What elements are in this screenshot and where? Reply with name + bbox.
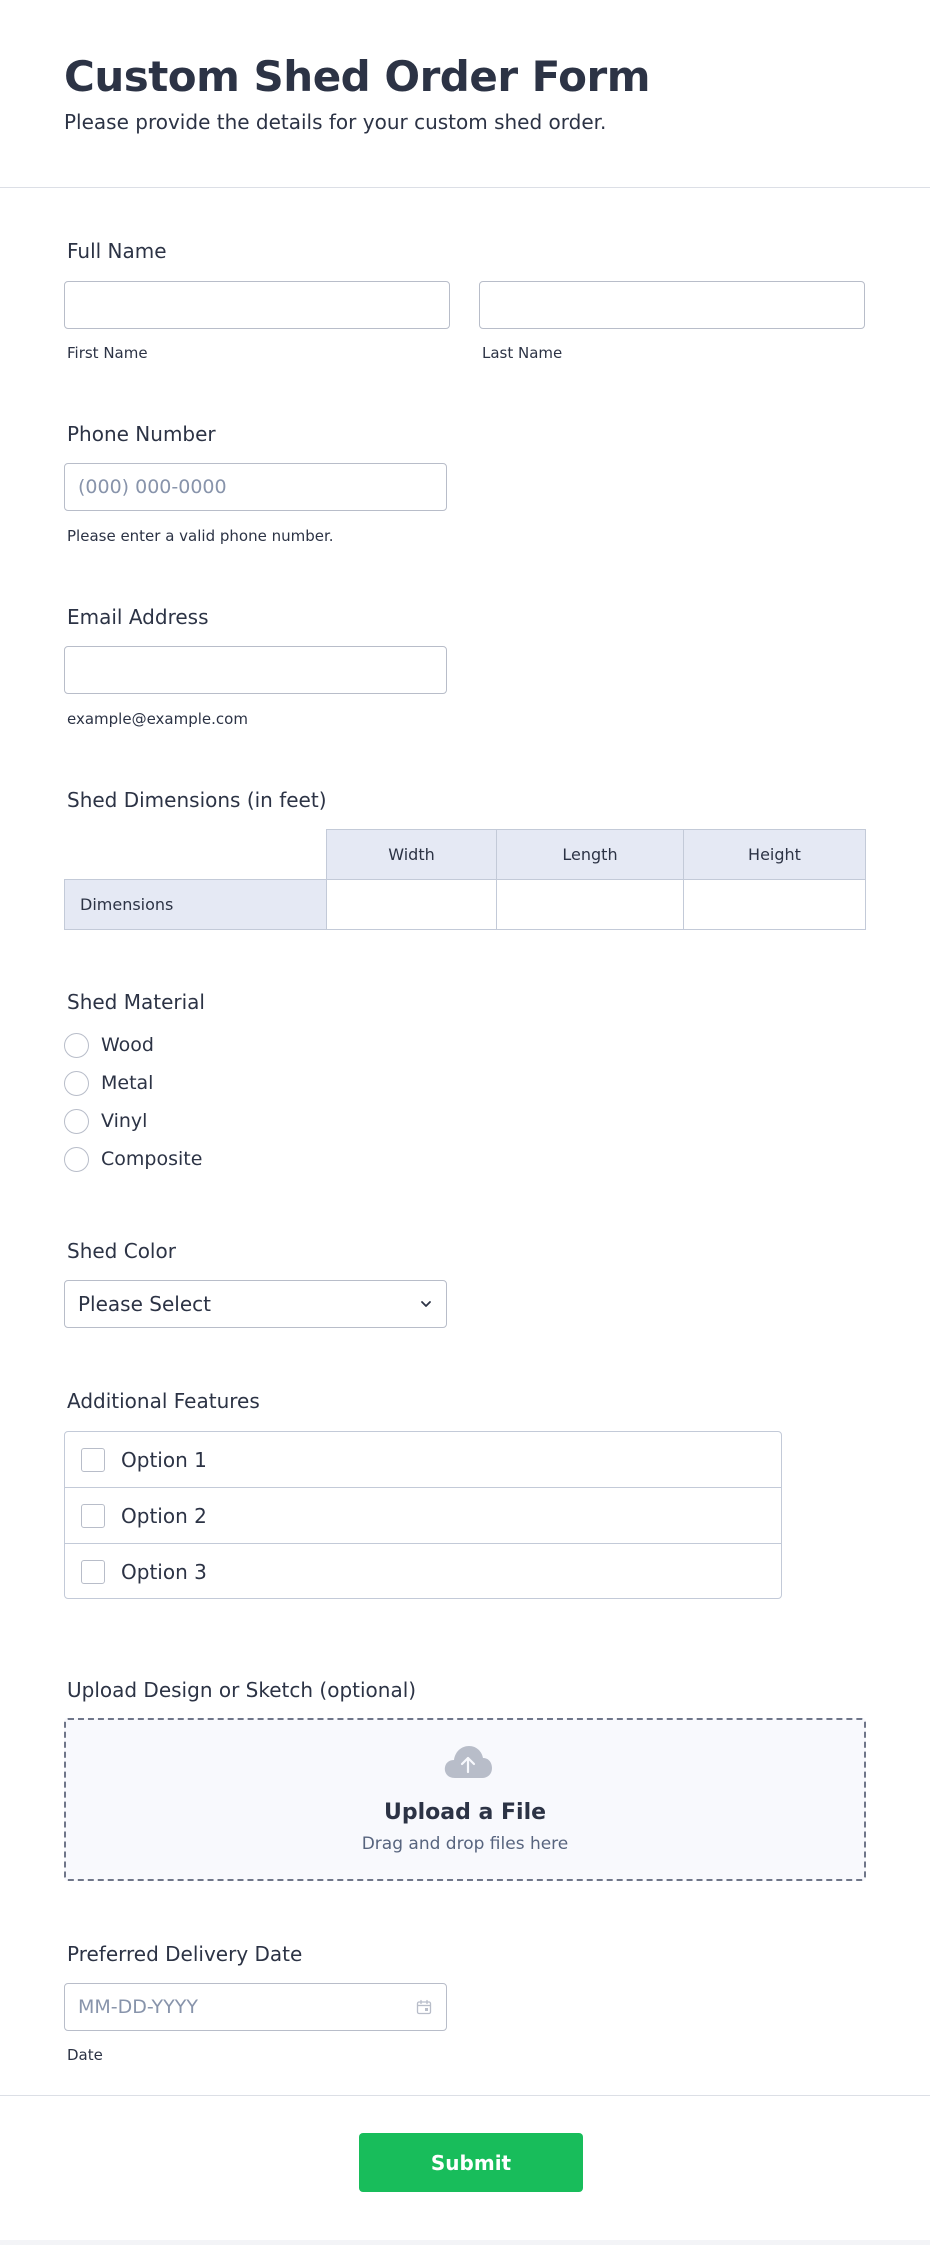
length-input[interactable] <box>496 879 684 930</box>
radio-option-composite[interactable] <box>64 1146 202 1172</box>
first-name-sublabel: First Name <box>67 344 148 362</box>
checkbox-label: Option 1 <box>121 1448 207 1472</box>
radio-label: Metal <box>101 1072 154 1094</box>
radio-button[interactable] <box>64 1147 89 1172</box>
phone-input[interactable] <box>64 463 447 511</box>
matrix-header-length: Length <box>496 829 684 880</box>
upload-title: Upload a File <box>383 1800 547 1825</box>
radio-label: Wood <box>101 1034 154 1056</box>
last-name-sublabel: Last Name <box>482 344 563 362</box>
dimensions-matrix <box>64 829 866 930</box>
page-subtitle: Please provide the details for your custom shed order. <box>64 110 607 134</box>
radio-label: Composite <box>101 1148 203 1170</box>
form-header <box>0 0 930 188</box>
phone-label: Phone Number <box>67 422 216 446</box>
checkbox[interactable] <box>81 1504 105 1528</box>
delivery-date-input[interactable] <box>64 1983 447 2031</box>
first-name-input[interactable] <box>64 281 450 329</box>
checkbox[interactable] <box>81 1448 105 1472</box>
checkbox-option-2[interactable] <box>65 1487 781 1543</box>
cloud-upload-icon <box>443 1744 493 1780</box>
color-label: Shed Color <box>67 1239 176 1263</box>
upload-subtitle: Drag and drop files here <box>361 1834 569 1854</box>
checkbox-label: Option 3 <box>121 1559 207 1584</box>
checkbox-option-3[interactable] <box>65 1543 781 1599</box>
radio-button[interactable] <box>64 1033 89 1058</box>
submit-button[interactable]: Submit <box>359 2133 583 2192</box>
full-name-label: Full Name <box>67 239 167 263</box>
radio-option-wood[interactable] <box>64 1032 154 1058</box>
matrix-header-width: Width <box>326 829 497 880</box>
email-label: Email Address <box>67 605 209 629</box>
radio-label: Vinyl <box>101 1110 148 1132</box>
checkbox-option-1[interactable] <box>65 1432 781 1488</box>
features-label: Additional Features <box>67 1389 260 1413</box>
calendar-icon[interactable] <box>416 1999 432 2015</box>
radio-button[interactable] <box>64 1109 89 1134</box>
material-label: Shed Material <box>67 990 205 1014</box>
date-placeholder: MM-DD-YYYY <box>78 1996 198 2018</box>
radio-option-metal[interactable] <box>64 1070 153 1096</box>
email-input[interactable] <box>64 646 447 694</box>
radio-button[interactable] <box>64 1071 89 1096</box>
dimensions-label: Shed Dimensions (in feet) <box>67 788 327 812</box>
color-select[interactable] <box>64 1280 447 1328</box>
matrix-header-height: Height <box>683 829 866 880</box>
file-upload-dropzone[interactable] <box>64 1718 866 1881</box>
phone-sublabel: Please enter a valid phone number. <box>67 527 334 545</box>
radio-option-vinyl[interactable] <box>64 1108 147 1134</box>
upload-label: Upload Design or Sketch (optional) <box>67 1678 417 1702</box>
email-sublabel: example@example.com <box>67 710 248 728</box>
footer-divider <box>0 2095 930 2096</box>
page-title: Custom Shed Order Form <box>64 52 650 101</box>
bottom-strip <box>0 2240 930 2245</box>
features-checkbox-group <box>64 1431 782 1599</box>
height-input[interactable] <box>683 879 866 930</box>
width-input[interactable] <box>326 879 497 930</box>
color-select-value: Please Select <box>78 1292 211 1316</box>
chevron-down-icon <box>420 1298 432 1310</box>
date-sublabel: Date <box>67 2046 103 2064</box>
last-name-input[interactable] <box>479 281 865 329</box>
phone-placeholder: (000) 000-0000 <box>78 476 227 498</box>
checkbox-label: Option 2 <box>121 1503 207 1528</box>
delivery-label: Preferred Delivery Date <box>67 1942 303 1966</box>
checkbox[interactable] <box>81 1560 105 1584</box>
matrix-row-label: Dimensions <box>64 879 327 930</box>
